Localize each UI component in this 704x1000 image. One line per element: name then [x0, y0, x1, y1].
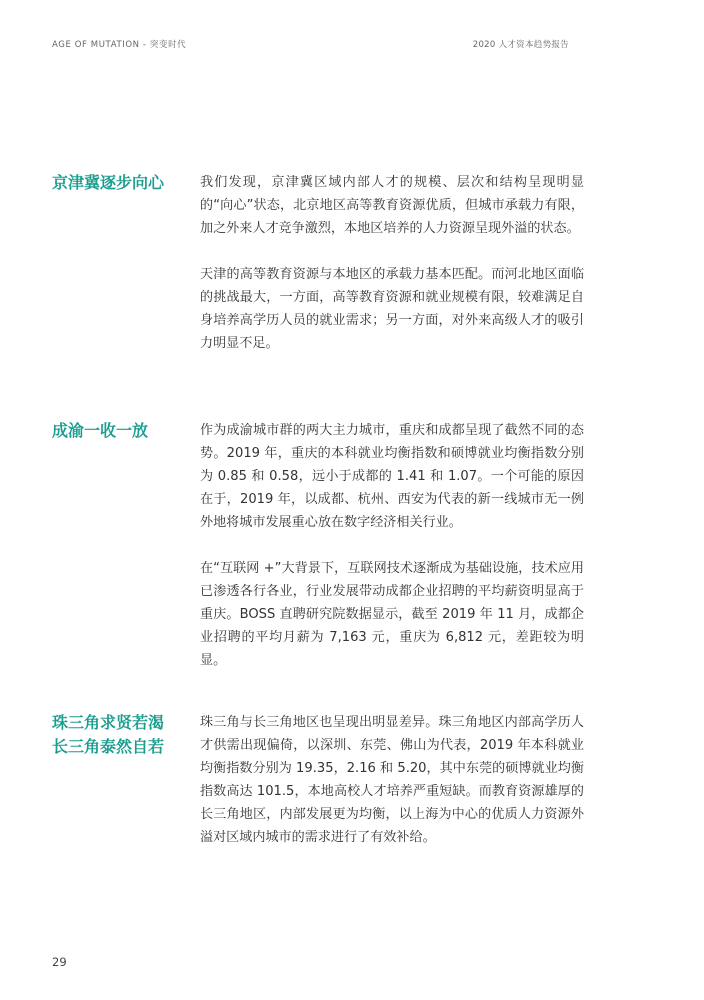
paragraph: 作为成渝城市群的两大主力城市，重庆和成都呈现了截然不同的态势。2019 年，重庆的本科就业均衡指数和硕博就业均衡指数分别为 0.85 和 0.58，远小于成都的 1.41 和 1.07。一个可能的原因在于，2019 年，以成都、杭州、西安为代表的新一线城市无一例外地将城市发展重心放在数字经济相关行业。 [200, 423, 584, 530]
paragraph: 珠三角与长三角地区也呈现出明显差异。珠三角地区内部高学历人才供需出现偏倚，以深圳、东莞、佛山为代表，2019 年本科就业均衡指数分别为 19.35，2.16 和 5.20，其中东莞的硕博就业均衡指数高达 101.5，本地高校人才培养严重短缺。而教育资源雄厚的长三角地区，内部发展更为均衡，以上海为中心的优质人力资源外溢对区域内城市的需求进行了有效补给。 [200, 715, 584, 845]
section-body [200, 419, 584, 672]
section-title: 京津冀逐步向心 [52, 173, 165, 192]
section-body [200, 171, 584, 355]
paragraph: 在“互联网 +”大背景下，互联网技术逐渐成为基础设施，技术应用已渗透各行各业，行业发展带动成都企业招聘的平均薪资明显高于重庆。BOSS 直聘研究院数据显示，截至 2019 年 11 月，成都企业招聘的平均月薪为 7,163 元，重庆为 6,812 元，差距较为明显。 [200, 561, 584, 668]
section-title-line: 珠三角求贤若渴 [52, 713, 165, 732]
running-header-right: 2020 人才资本趋势报告 [472, 40, 569, 50]
section-body [200, 711, 584, 849]
running-header-left: AGE OF MUTATION - 突变时代 [52, 40, 187, 50]
paragraph: 我们发现，京津冀区域内部人才的规模、层次和结构呈现明显的“向心”状态，北京地区高等教育资源优质，但城市承载力有限，加之外来人才竞争激烈，本地区培养的人力资源呈现外溢的状态。 [200, 175, 584, 236]
section-title [52, 711, 192, 759]
section-title-line: 长三角泰然自若 [52, 737, 165, 756]
page-number: 29 [52, 955, 67, 969]
paragraph: 天津的高等教育资源与本地区的承载力基本匹配。而河北地区面临的挑战最大，一方面，高等教育资源和就业规模有限，较难满足自身培养高学历人员的就业需求；另一方面，对外来高级人才的吸引力明显不足。 [200, 267, 584, 351]
section-title: 成渝一收一放 [52, 421, 149, 440]
